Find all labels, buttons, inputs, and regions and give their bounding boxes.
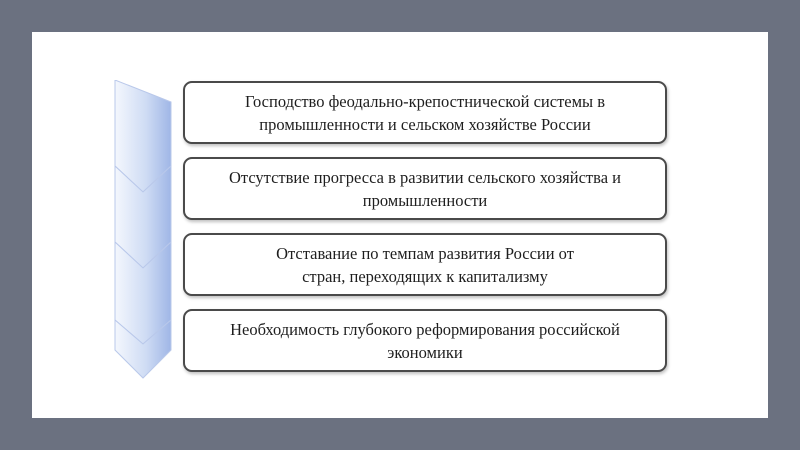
factor-box-lagging-development — [183, 233, 667, 296]
factor-text — [229, 166, 621, 212]
factor-line: Отсутствие прогресса в развитии сельского хозяйства и — [229, 167, 621, 187]
factor-line: Необходимость глубокого реформирования российской — [230, 319, 620, 339]
factor-line: промышленности и сельском хозяйстве России — [259, 114, 591, 134]
factor-line: промышленности — [362, 190, 488, 210]
factor-line: Господство феодально-крепостнической системы в — [244, 91, 606, 111]
factor-box-reform-necessity — [183, 309, 667, 372]
factor-line: стран, переходящих к капитализму — [302, 266, 548, 286]
factor-text — [245, 90, 605, 136]
factor-text — [230, 318, 620, 364]
factor-line: экономики — [387, 342, 463, 362]
factor-line: Отставание по темпам развития России от — [276, 243, 574, 263]
chevron-arrow-column — [113, 80, 185, 380]
factor-text — [276, 242, 574, 288]
factor-box-feudal-system — [183, 81, 667, 144]
factor-box-no-progress — [183, 157, 667, 220]
